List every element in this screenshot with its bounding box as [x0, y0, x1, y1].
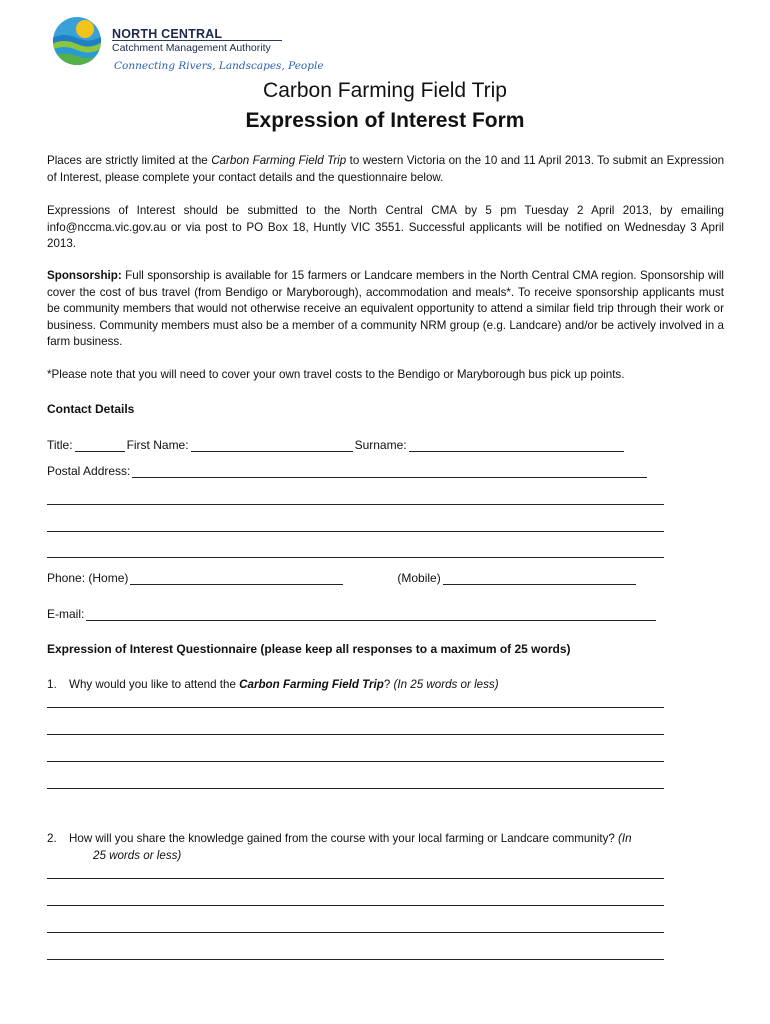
phone-row [47, 569, 638, 585]
question-2 [47, 831, 724, 864]
postal-address-field[interactable] [132, 464, 647, 478]
questionnaire-heading: Expression of Interest Questionnaire (please keep all responses to a maximum of 25 words) [47, 642, 571, 656]
answer-1-line[interactable] [47, 761, 664, 762]
event-name: Carbon Farming Field Trip [211, 154, 347, 167]
intro-paragraph-2: Expressions of Interest should be submitted to the North Central CMA by 5 pm Tuesday 2 April 2013, by emailing info@nccma.vic.gov.au or via post to PO Box 18, Huntly VIC 3551. Successful applicants will be notified on Wednesday 3 April 2013. [47, 204, 724, 250]
question-number: 2. [47, 832, 57, 845]
postal-address-line[interactable] [47, 531, 664, 532]
page-subtitle: Expression of Interest Form [245, 109, 525, 132]
answer-1-line[interactable] [47, 734, 664, 735]
question-text: Why would you like to attend the [69, 678, 240, 691]
question-1 [47, 677, 724, 694]
word-limit-hint: 25 words or less) [93, 848, 182, 862]
surname-label: Surname: [354, 438, 407, 452]
logo-divider [112, 40, 282, 41]
title-field[interactable] [75, 438, 125, 452]
email-label: E-mail: [47, 607, 85, 621]
sponsorship-paragraph [47, 268, 724, 351]
answer-2-line[interactable] [47, 878, 664, 879]
intro-text: to western Victoria on the 10 and 11 April 2013. To submit an Expression of Interest, please complete your contact details and the questionnaire below. [47, 154, 725, 184]
logo-org-subtitle: Catchment Management Authority [112, 42, 271, 54]
postal-row [47, 462, 649, 478]
mobile-field[interactable] [443, 571, 636, 585]
event-name: Carbon Farming Field Trip [239, 678, 384, 691]
logo-tagline: Connecting Rivers, Landscapes, People [114, 60, 324, 72]
travel-note: *Please note that you will need to cover your own travel costs to the Bendigo or Maryborough bus pick up points. [47, 368, 625, 381]
word-limit-hint: (In 25 words or less) [393, 678, 499, 691]
answer-2-line[interactable] [47, 932, 664, 933]
answer-1-line[interactable] [47, 707, 664, 708]
question-text: How will you share the knowledge gained from the course with your local farming or Landcare community? [69, 832, 619, 845]
first-name-label: First Name: [126, 438, 189, 452]
answer-1-line[interactable] [47, 788, 664, 789]
sponsorship-text: Full sponsorship is available for 15 farmers or Landcare members in the North Central CMA region. Sponsorship will cover the cost of bus travel (from Bendigo or Maryborough), accommodation and meals*. To receive sponsorship applicants must be community members that would not otherwise receive an equivalent opportunity to attend a similar field trip through their work or business. Community members must also be a member of a community NRM group (e.g. Landcare) and/or be actively involved in a farm business. [47, 269, 724, 348]
postal-address-label: Postal Address: [47, 464, 131, 478]
mobile-label: (Mobile) [397, 571, 441, 585]
phone-home-field[interactable] [130, 571, 343, 585]
answer-2-line[interactable] [47, 959, 664, 960]
email-row [47, 605, 658, 621]
contact-details-heading: Contact Details [47, 402, 135, 416]
postal-address-line[interactable] [47, 557, 664, 558]
word-limit-hint: (In [618, 832, 632, 845]
intro-text: Places are strictly limited at the [47, 154, 212, 167]
postal-address-line[interactable] [47, 504, 664, 505]
phone-home-label: Phone: (Home) [47, 571, 129, 585]
question-number: 1. [47, 678, 57, 691]
first-name-field[interactable] [191, 438, 353, 452]
title-label: Title: [47, 438, 73, 452]
catchment-logo-icon [52, 16, 102, 66]
question-text: ? [383, 678, 394, 691]
surname-field[interactable] [409, 438, 624, 452]
logo-org-name: NORTH CENTRAL [112, 27, 223, 41]
page-title: Carbon Farming Field Trip [263, 79, 507, 102]
intro-paragraph-1 [47, 153, 724, 186]
sponsorship-label: Sponsorship: [47, 269, 122, 282]
email-field[interactable] [86, 607, 656, 621]
answer-2-line[interactable] [47, 905, 664, 906]
name-row [47, 436, 626, 452]
nccma-logo [52, 16, 324, 80]
